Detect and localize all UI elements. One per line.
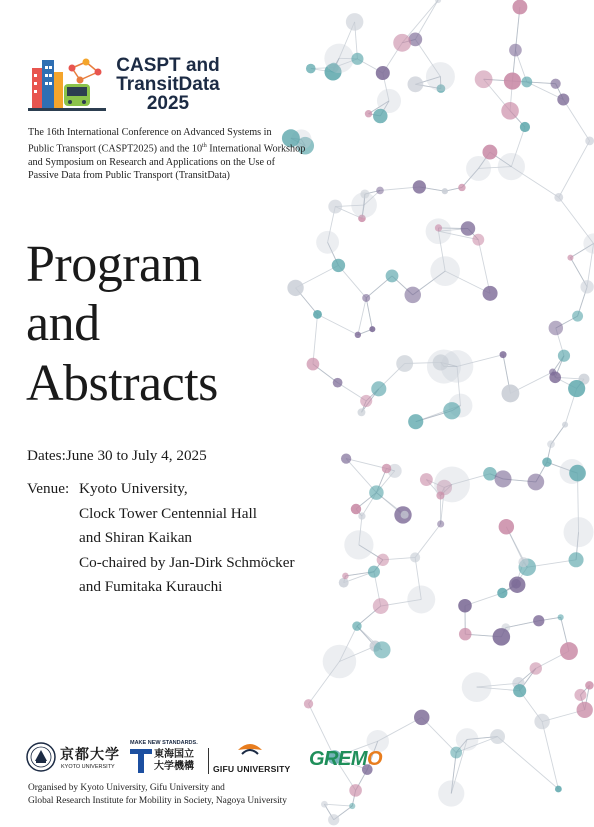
network-node — [328, 200, 342, 214]
network-link — [478, 240, 490, 294]
network-node — [352, 621, 361, 630]
conference-logo — [28, 52, 228, 118]
network-node — [568, 380, 585, 397]
organisers — [28, 782, 287, 807]
venue-line: and Fumitaka Kurauchi — [79, 578, 223, 595]
intro-line-1: The 16th International Conference on Advanced Systems in — [28, 127, 272, 138]
network-node — [376, 66, 390, 80]
network-node — [321, 801, 328, 808]
network-node — [374, 641, 391, 658]
dates-value: June 30 to July 4, 2025 — [65, 447, 207, 464]
tokai-mark-icon — [130, 749, 152, 773]
network-link — [563, 99, 589, 140]
venue-line: Co-chaired by Jan-Dirk Schmöcker — [79, 553, 295, 571]
network-node — [521, 77, 532, 88]
network-node — [585, 137, 594, 146]
network-node — [459, 628, 472, 641]
network-node — [342, 573, 349, 580]
network-node — [360, 189, 369, 198]
network-node — [369, 326, 375, 332]
network-node — [430, 256, 460, 286]
network-node — [558, 614, 564, 620]
network-node — [341, 453, 351, 463]
network-node — [498, 153, 525, 180]
organisers-line-2: Global Research Institute for Mobility in Society, Nagoya University — [28, 795, 287, 806]
network-node — [377, 554, 389, 566]
network-node — [577, 702, 593, 718]
network-node — [482, 145, 497, 160]
network-node — [307, 358, 320, 371]
network-node — [396, 355, 413, 372]
gifu-mark-icon — [236, 740, 264, 760]
network-node — [551, 79, 561, 89]
intro-line-3: and Symposium on Research and Applications on the Use of — [28, 156, 276, 168]
network-node — [574, 689, 586, 701]
network-node — [458, 599, 472, 613]
network-node — [349, 803, 355, 809]
network-node — [549, 321, 563, 335]
network-node — [344, 530, 373, 559]
venue-line: and Shiran Kaikan — [79, 529, 193, 546]
network-node — [436, 491, 444, 499]
network-node — [437, 520, 444, 527]
network-node — [527, 474, 544, 491]
network-node — [442, 188, 448, 194]
network-node — [324, 44, 353, 73]
tokai-tagline: MAKE NEW STANDARDS. — [130, 740, 198, 746]
city-bus-logo-icon — [28, 54, 106, 112]
network-node — [401, 511, 409, 519]
network-node — [533, 615, 544, 626]
network-node — [583, 233, 594, 253]
network-node — [501, 102, 519, 120]
network-node — [500, 351, 507, 358]
network-node — [365, 110, 372, 117]
title-line-1: Program — [26, 236, 202, 293]
network-node — [513, 684, 526, 697]
network-node — [462, 672, 492, 702]
network-node — [547, 440, 555, 448]
network-link — [366, 298, 372, 329]
network-node — [569, 465, 586, 482]
network-node — [542, 457, 552, 467]
network-node — [438, 780, 464, 806]
network-node — [520, 122, 530, 132]
network-node — [483, 286, 498, 301]
network-node — [518, 557, 528, 567]
logo-line-3: 2025 — [146, 93, 190, 114]
intro-line-2: Public Transport (CASPT2025) and the 10th International Workshop — [28, 142, 306, 154]
network-node — [373, 598, 389, 614]
network-node — [494, 470, 511, 487]
network-link — [542, 722, 558, 789]
kyoto-seal-icon — [26, 742, 56, 772]
network-link — [559, 141, 590, 197]
venue-line: Kyoto University, — [79, 480, 188, 497]
network-node — [472, 234, 484, 246]
logo-line-1: CASPT and — [116, 55, 220, 76]
network-node — [512, 0, 527, 14]
title-line-2: and — [26, 295, 100, 352]
network-node — [435, 224, 442, 231]
network-node — [501, 384, 519, 402]
network-node — [572, 311, 583, 322]
network-node — [458, 184, 465, 191]
network-node — [420, 473, 433, 486]
logo-divider — [208, 748, 209, 774]
network-node — [567, 255, 573, 261]
network-node — [323, 645, 357, 679]
network-node — [287, 280, 303, 296]
network-node — [461, 221, 476, 236]
network-node — [410, 552, 420, 562]
network-node — [413, 180, 426, 193]
conference-description — [28, 126, 328, 183]
network-node — [562, 422, 568, 428]
title-line-3: Abstracts — [26, 355, 218, 412]
network-node — [373, 109, 388, 124]
network-node — [368, 566, 380, 578]
network-link — [313, 314, 318, 364]
network-node — [332, 259, 345, 272]
kyoto-jp-name: 京都大学 — [60, 747, 120, 763]
network-node — [408, 414, 423, 429]
network-node — [504, 72, 521, 89]
network-node — [328, 814, 339, 825]
network-node — [499, 519, 514, 534]
network-node — [355, 332, 361, 338]
network-link — [317, 314, 357, 334]
network-link — [498, 737, 559, 789]
network-node — [382, 464, 392, 474]
network-node — [497, 588, 507, 598]
kyoto-en-name: KYOTO UNIVERSITY — [61, 764, 115, 770]
network-node — [313, 310, 322, 319]
network-node — [569, 552, 584, 567]
venue-line: Clock Tower Centennial Hall — [79, 504, 257, 522]
network-node — [358, 512, 365, 519]
network-node — [456, 728, 479, 751]
network-node — [557, 93, 569, 105]
network-node — [554, 193, 563, 202]
gifu-name: GIFU UNIVERSITY — [213, 764, 291, 774]
network-node — [558, 350, 570, 362]
network-node — [407, 586, 435, 614]
network-node — [443, 402, 460, 419]
network-node — [304, 699, 313, 708]
network-node — [466, 156, 491, 181]
network-link — [324, 804, 352, 806]
network-node — [316, 231, 339, 254]
network-link — [358, 298, 366, 335]
network-node — [369, 485, 383, 499]
venue-label-row: Venue: — [27, 480, 70, 497]
network-node — [358, 408, 366, 416]
network-node — [414, 710, 429, 725]
network-node — [386, 270, 399, 283]
network-node — [333, 378, 343, 388]
network-node — [393, 34, 411, 52]
network-node — [530, 662, 542, 674]
network-node — [360, 395, 372, 407]
network-node — [580, 280, 593, 293]
dates-label: Dates — [27, 447, 62, 464]
network-node — [560, 642, 578, 660]
network-node — [408, 76, 424, 92]
network-node — [339, 578, 349, 588]
network-node — [585, 681, 594, 690]
network-node — [450, 747, 462, 759]
network-node — [490, 729, 505, 744]
network-node — [549, 369, 556, 376]
network-node — [371, 381, 386, 396]
network-link — [415, 524, 441, 557]
intro-line-4: Passive Data from Public Transport (TransitData) — [28, 170, 230, 182]
network-node — [351, 53, 363, 65]
venue-lines — [79, 477, 295, 600]
logo-line-2: TransitData — [116, 74, 220, 95]
network-node — [349, 784, 362, 797]
sponsor-logos — [26, 740, 396, 780]
network-node — [351, 504, 361, 514]
network-node — [405, 287, 421, 303]
network-node — [362, 294, 370, 302]
network-node — [509, 44, 522, 57]
network-node — [534, 714, 549, 729]
organisers-line-1: Organised by Kyoto University, Gifu University and — [28, 783, 225, 793]
network-node — [376, 187, 384, 195]
network-node — [346, 13, 364, 31]
network-node — [511, 579, 521, 589]
network-node — [493, 628, 511, 646]
dates-row: Dates:June 30 to July 4, 2025 — [27, 447, 207, 464]
network-node — [441, 350, 474, 383]
network-node — [426, 62, 455, 91]
tokai-jp-name: 東海国立 大学機構 — [154, 749, 194, 772]
network-node — [475, 70, 493, 88]
venue-label: Venue — [27, 480, 65, 497]
gremo-logo: GREMO — [309, 748, 383, 770]
network-node — [306, 64, 316, 74]
network-link — [346, 459, 386, 469]
network-node — [555, 786, 562, 793]
network-node — [564, 517, 594, 547]
